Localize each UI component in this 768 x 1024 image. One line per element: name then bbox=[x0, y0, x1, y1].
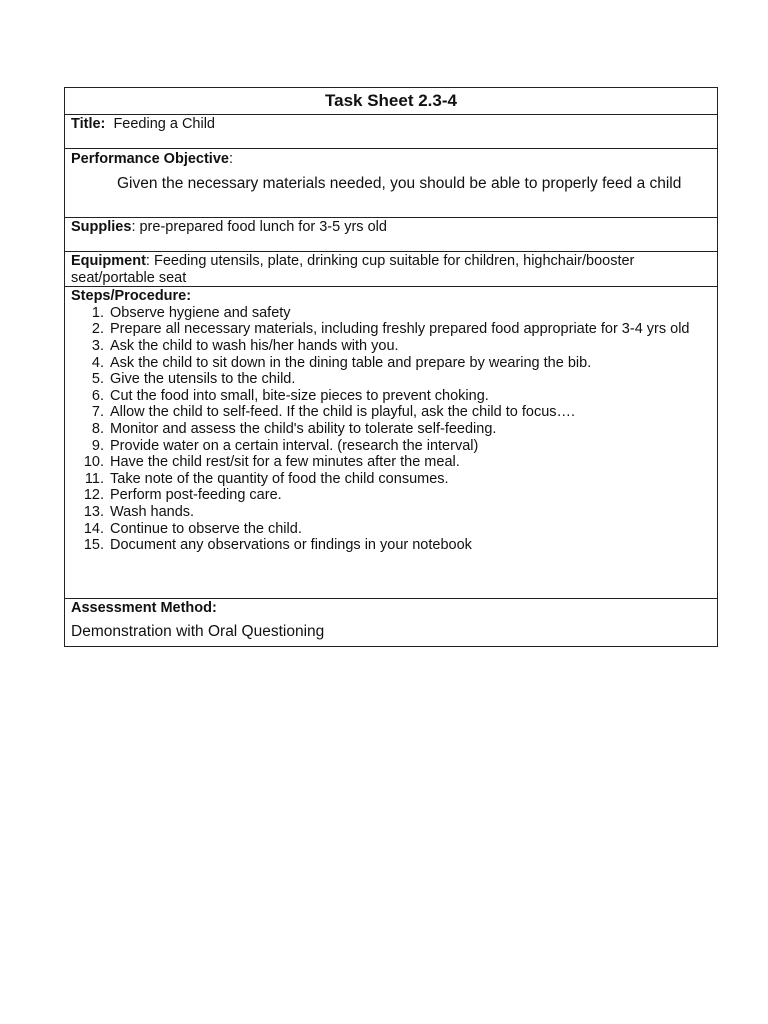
title-cell bbox=[65, 115, 718, 149]
step-number: 10. bbox=[83, 454, 104, 471]
step-number: 14. bbox=[83, 520, 104, 537]
step-text: Prepare all necessary materials, including freshly prepared food appropriate for 3-4 yrs old bbox=[110, 321, 690, 338]
list-item bbox=[71, 487, 711, 504]
objective-text: Given the necessary materials needed, you should be able to properly feed a child bbox=[117, 174, 682, 192]
step-number: 12. bbox=[83, 487, 104, 504]
equipment-cell bbox=[65, 252, 718, 287]
sheet-title: Task Sheet 2.3-4 bbox=[65, 88, 718, 115]
steps-label: Steps/Procedure: bbox=[71, 288, 192, 305]
list-item bbox=[71, 438, 711, 455]
step-number: 5. bbox=[91, 371, 104, 388]
step-text: Have the child rest/sit for a few minutes after the meal. bbox=[110, 454, 460, 471]
step-number: 9. bbox=[91, 437, 104, 454]
step-text: Allow the child to self-feed. If the child is playful, ask the child to focus…. bbox=[110, 404, 576, 421]
step-number: 11. bbox=[84, 470, 104, 487]
title-value: Feeding a Child bbox=[113, 116, 216, 132]
step-text: Cut the food into small, bite-size pieces to prevent choking. bbox=[110, 387, 489, 404]
assessment-row bbox=[65, 599, 718, 647]
equipment-value: : Feeding utensils, plate, drinking cup suitable for children, highchair/booster seat/portable seat bbox=[71, 253, 635, 286]
step-number: 2. bbox=[91, 321, 104, 338]
step-text: Provide water on a certain interval. (research the interval) bbox=[110, 437, 479, 454]
step-number: 4. bbox=[91, 354, 104, 371]
objective-row bbox=[65, 149, 718, 218]
list-item bbox=[71, 338, 711, 355]
list-item bbox=[71, 454, 711, 471]
objective-label: Performance Objective bbox=[71, 151, 229, 167]
step-text: Observe hygiene and safety bbox=[110, 304, 291, 321]
step-number: 8. bbox=[91, 420, 104, 437]
assessment-cell bbox=[65, 599, 718, 647]
list-item bbox=[71, 504, 711, 521]
objective-colon: : bbox=[228, 151, 233, 167]
supplies-row bbox=[65, 218, 718, 252]
step-number: 1. bbox=[91, 304, 104, 321]
steps-row bbox=[65, 287, 718, 599]
list-item bbox=[71, 355, 711, 372]
title-label: Title: bbox=[71, 116, 106, 132]
steps-list bbox=[71, 305, 711, 554]
objective-cell bbox=[65, 149, 718, 218]
list-item bbox=[71, 537, 711, 554]
step-number: 13. bbox=[83, 503, 104, 520]
list-item bbox=[71, 371, 711, 388]
sheet-title-row bbox=[65, 88, 718, 115]
step-text: Take note of the quantity of food the child consumes. bbox=[110, 470, 449, 487]
step-text: Document any observations or findings in your notebook bbox=[110, 537, 472, 554]
step-text: Wash hands. bbox=[110, 503, 195, 520]
supplies-label: Supplies bbox=[71, 219, 132, 235]
step-text: Ask the child to sit down in the dining table and prepare by wearing the bib. bbox=[110, 354, 592, 371]
equipment-row bbox=[65, 252, 718, 287]
step-number: 7. bbox=[91, 404, 104, 421]
task-sheet-table bbox=[64, 87, 718, 647]
list-item bbox=[71, 471, 711, 488]
title-row bbox=[65, 115, 718, 149]
assessment-label: Assessment Method: bbox=[71, 600, 217, 617]
list-item bbox=[71, 321, 711, 338]
list-item bbox=[71, 305, 711, 322]
list-item bbox=[71, 388, 711, 405]
supplies-cell bbox=[65, 218, 718, 252]
list-item bbox=[71, 521, 711, 538]
list-item bbox=[71, 421, 711, 438]
step-number: 15. bbox=[83, 537, 104, 554]
step-number: 6. bbox=[91, 387, 104, 404]
step-text: Ask the child to wash his/her hands with you. bbox=[110, 337, 399, 354]
equipment-label: Equipment bbox=[71, 253, 146, 269]
supplies-value: : pre-prepared food lunch for 3-5 yrs old bbox=[131, 219, 387, 235]
list-item bbox=[71, 404, 711, 421]
step-text: Continue to observe the child. bbox=[110, 520, 302, 537]
step-text: Give the utensils to the child. bbox=[110, 371, 296, 388]
step-text: Perform post-feeding care. bbox=[110, 487, 282, 504]
step-number: 3. bbox=[91, 337, 104, 354]
assessment-value: Demonstration with Oral Questioning bbox=[71, 622, 325, 640]
steps-cell bbox=[65, 287, 718, 599]
step-text: Monitor and assess the child's ability to tolerate self-feeding. bbox=[110, 420, 497, 437]
